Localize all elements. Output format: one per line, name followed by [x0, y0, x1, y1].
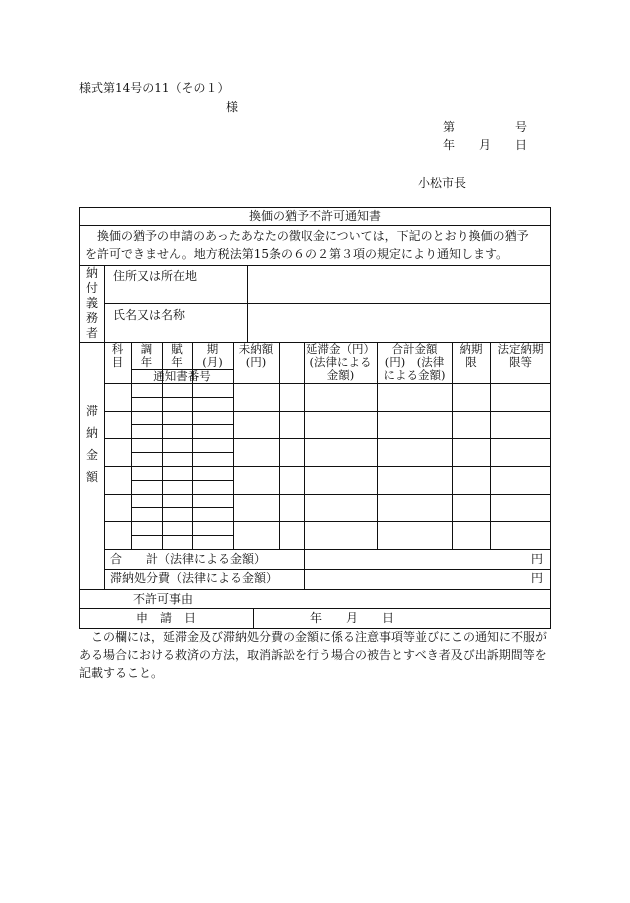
- col-notice-number: 通知書番号: [153, 369, 211, 383]
- issuer: 小松市長: [418, 176, 467, 190]
- col-period-line2: (月): [202, 355, 223, 369]
- arrears-label-char: 額: [85, 470, 98, 484]
- col-total-line3: による金額): [383, 368, 446, 382]
- col-late-fee-line2: (法律による: [309, 355, 372, 369]
- col-legal-deadline-line2: 限等: [509, 355, 532, 369]
- reason-label: 不許可事由: [133, 592, 194, 606]
- intro-line-1: 換価の猶予の申請のあったあなたの徴収金については，下記のとおり換価の猶予: [97, 229, 529, 243]
- arrears-label: [85, 400, 99, 488]
- total-label: 合 計（法律による金額）: [110, 552, 267, 566]
- col-fiscal-year-line2: 年: [171, 355, 183, 369]
- col-period: [192, 343, 233, 369]
- col-late-fee: [304, 343, 377, 382]
- col-total-line1: 合計金額: [391, 342, 438, 356]
- col-deadline-line2: 限: [465, 355, 477, 369]
- footnote-text: この欄には，延滞金及び滞納処分費の金額に係る注意事項等並びにこの通知に不服がある場合における救済の方法，取消訴訟を行う場合の被告とすべき者及び出訴期間等を記載すること。: [79, 630, 548, 680]
- taxpayer-label-char: 義: [85, 296, 98, 310]
- col-total-line2: (円) (法律: [384, 355, 445, 369]
- taxpayer-label: [85, 266, 99, 341]
- application-date-label: 申 請 日: [135, 611, 196, 625]
- col-unpaid: [233, 343, 279, 369]
- col-legal-deadline-line1: 法定納期: [497, 342, 544, 356]
- col-item: [104, 343, 131, 369]
- col-fiscal-year-line1: 賦: [171, 342, 183, 356]
- disposal-unit: 円: [531, 571, 544, 585]
- col-year-line1: 調: [140, 342, 153, 356]
- intro-line-2: を許可できません。地方税法第15条の６の２第３項の規定により通知します。: [85, 247, 509, 261]
- col-late-fee-line1: 延滞金（円）: [306, 342, 375, 356]
- col-item-line2: 目: [111, 355, 124, 369]
- col-late-fee-line3: 金額): [326, 368, 355, 382]
- arrears-label-char: 滞: [85, 404, 98, 418]
- footnote: [79, 628, 555, 682]
- col-unpaid-line1: 未納額: [238, 342, 274, 356]
- date-year: 年: [443, 138, 456, 152]
- taxpayer-label-char: 者: [85, 326, 98, 340]
- col-total: [377, 343, 452, 382]
- date-month: 月: [479, 138, 492, 152]
- application-date-value: 年 月 日: [310, 611, 395, 625]
- name-label: 氏名又は名称: [113, 308, 186, 322]
- taxpayer-label-char: 付: [85, 281, 98, 295]
- disposal-label: 滞納処分費（法律による金額）: [110, 571, 279, 585]
- col-fiscal-year: [162, 343, 192, 369]
- form-title: 換価の猶予不許可通知書: [248, 209, 381, 223]
- col-item-line1: 科: [111, 342, 124, 356]
- arrears-label-char: 納: [85, 426, 98, 440]
- address-label: 住所又は所在地: [113, 269, 198, 283]
- arrears-label-char: 金: [85, 448, 98, 462]
- doc-number-prefix: 第: [443, 120, 456, 134]
- doc-number-suffix: 号: [515, 120, 528, 134]
- col-period-line1: 期: [206, 342, 219, 356]
- addressee-suffix: 様: [226, 100, 239, 114]
- col-year-line2: 年: [140, 355, 153, 369]
- col-deadline-line1: 納期: [459, 342, 483, 356]
- total-unit: 円: [531, 552, 544, 566]
- col-deadline: [452, 343, 490, 369]
- date-day: 日: [515, 138, 528, 152]
- taxpayer-label-char: 納: [85, 266, 98, 280]
- col-legal-deadline: [490, 343, 551, 369]
- taxpayer-label-char: 務: [85, 311, 98, 325]
- form-number: 様式第14号の11（その１）: [79, 81, 230, 95]
- col-unpaid-line2: (円): [245, 355, 267, 369]
- col-year: [131, 343, 162, 369]
